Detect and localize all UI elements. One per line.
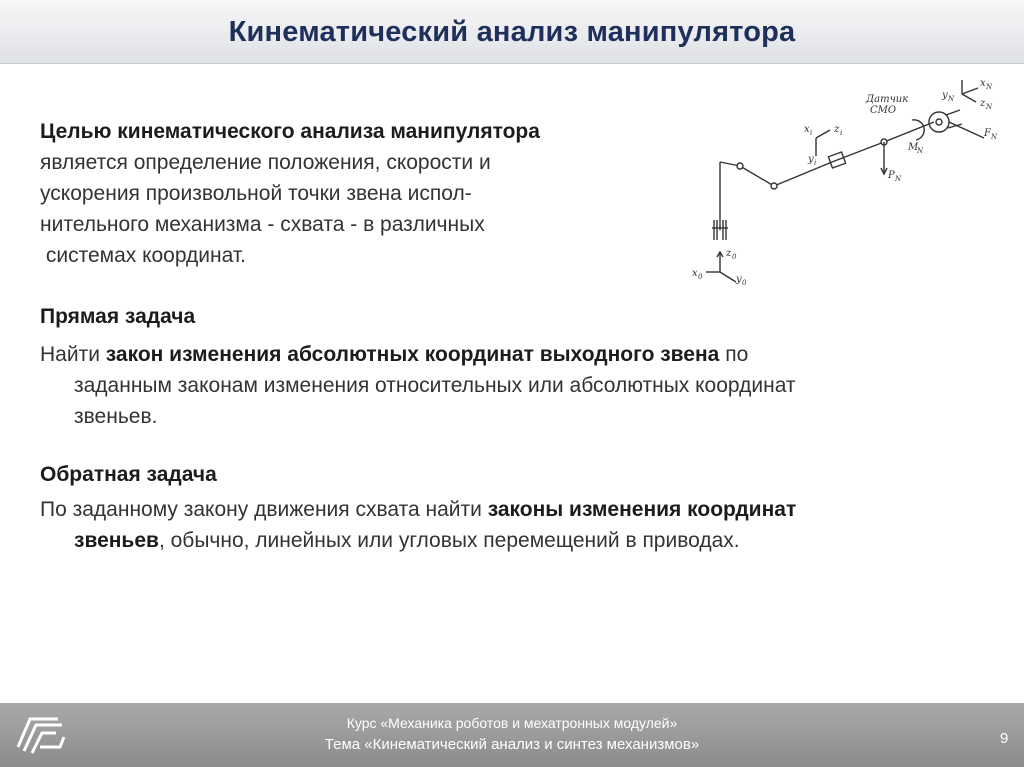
footer-bar <box>0 703 1024 767</box>
footer-course: Курс «Механика роботов и мехатронных модулей» <box>346 715 678 731</box>
intro-paragraph <box>40 116 540 271</box>
intro-line-4: системах координат. <box>40 244 246 267</box>
label-zi: z <box>834 124 840 135</box>
sub-zi: i <box>840 129 843 137</box>
sub-xi: i <box>810 129 813 137</box>
sub-yi: i <box>814 159 817 167</box>
inverse-bold-1: законы изменения координат <box>487 498 797 521</box>
inverse-lead: По заданному закону движения схвата найти <box>40 498 488 521</box>
inverse-bold-2: звеньев <box>74 529 159 552</box>
intro-line-3: нительного механизма - схвата - в различных <box>40 213 485 236</box>
manipulator-diagram <box>684 70 1014 300</box>
label-fn: F <box>984 128 991 139</box>
sub-xn: N <box>986 83 993 91</box>
direct-line-2: заданным законам изменения относительных или абсолютных координат <box>74 374 796 397</box>
label-yn: y <box>942 90 948 101</box>
sub-x0: 0 <box>698 273 703 281</box>
intro-line-1: является определение положения, скорости и <box>40 151 491 174</box>
label-mn: M <box>908 142 919 153</box>
direct-lead: Найти <box>40 343 106 366</box>
inverse-task-body <box>40 494 796 556</box>
sensor-label-2: СМО <box>870 105 897 116</box>
direct-tail: по <box>719 343 749 366</box>
label-x0: x <box>692 268 698 279</box>
sub-mn: N <box>917 147 924 155</box>
sub-z0: 0 <box>732 253 737 261</box>
direct-task-body <box>40 339 796 432</box>
label-z0: z <box>726 248 732 259</box>
intro-line-2: ускорения произвольной точки звена испол- <box>40 182 472 205</box>
sub-pn: N <box>895 175 902 183</box>
sub-y0: 0 <box>742 279 747 287</box>
intro-bold: Целью кинематического анализа манипулятора <box>40 120 540 143</box>
sub-yn: N <box>948 95 955 103</box>
direct-line-3: звеньев. <box>74 405 158 428</box>
label-xi: x <box>804 124 810 135</box>
footer-topic: Тема «Кинематический анализ и синтез механизмов» <box>324 736 700 753</box>
sensor-label-1: Датчик <box>866 94 909 105</box>
label-pn: P <box>888 170 895 181</box>
direct-task-heading: Прямая задача <box>40 305 196 328</box>
label-xn: x <box>980 78 986 89</box>
slide-title: Кинематический анализ манипулятора <box>228 16 796 48</box>
inverse-task-heading: Обратная задача <box>40 463 217 486</box>
label-y0: y <box>736 274 742 285</box>
label-zn: z <box>980 98 986 109</box>
direct-bold: закон изменения абсолютных координат выходного звена <box>105 343 720 366</box>
label-yi: y <box>808 154 814 165</box>
page-number: 9 <box>1000 730 1009 747</box>
sub-zn: N <box>986 103 993 111</box>
inverse-tail: , обычно, линейных или угловых перемещений в приводах. <box>158 529 740 552</box>
sub-fn: N <box>991 133 998 141</box>
